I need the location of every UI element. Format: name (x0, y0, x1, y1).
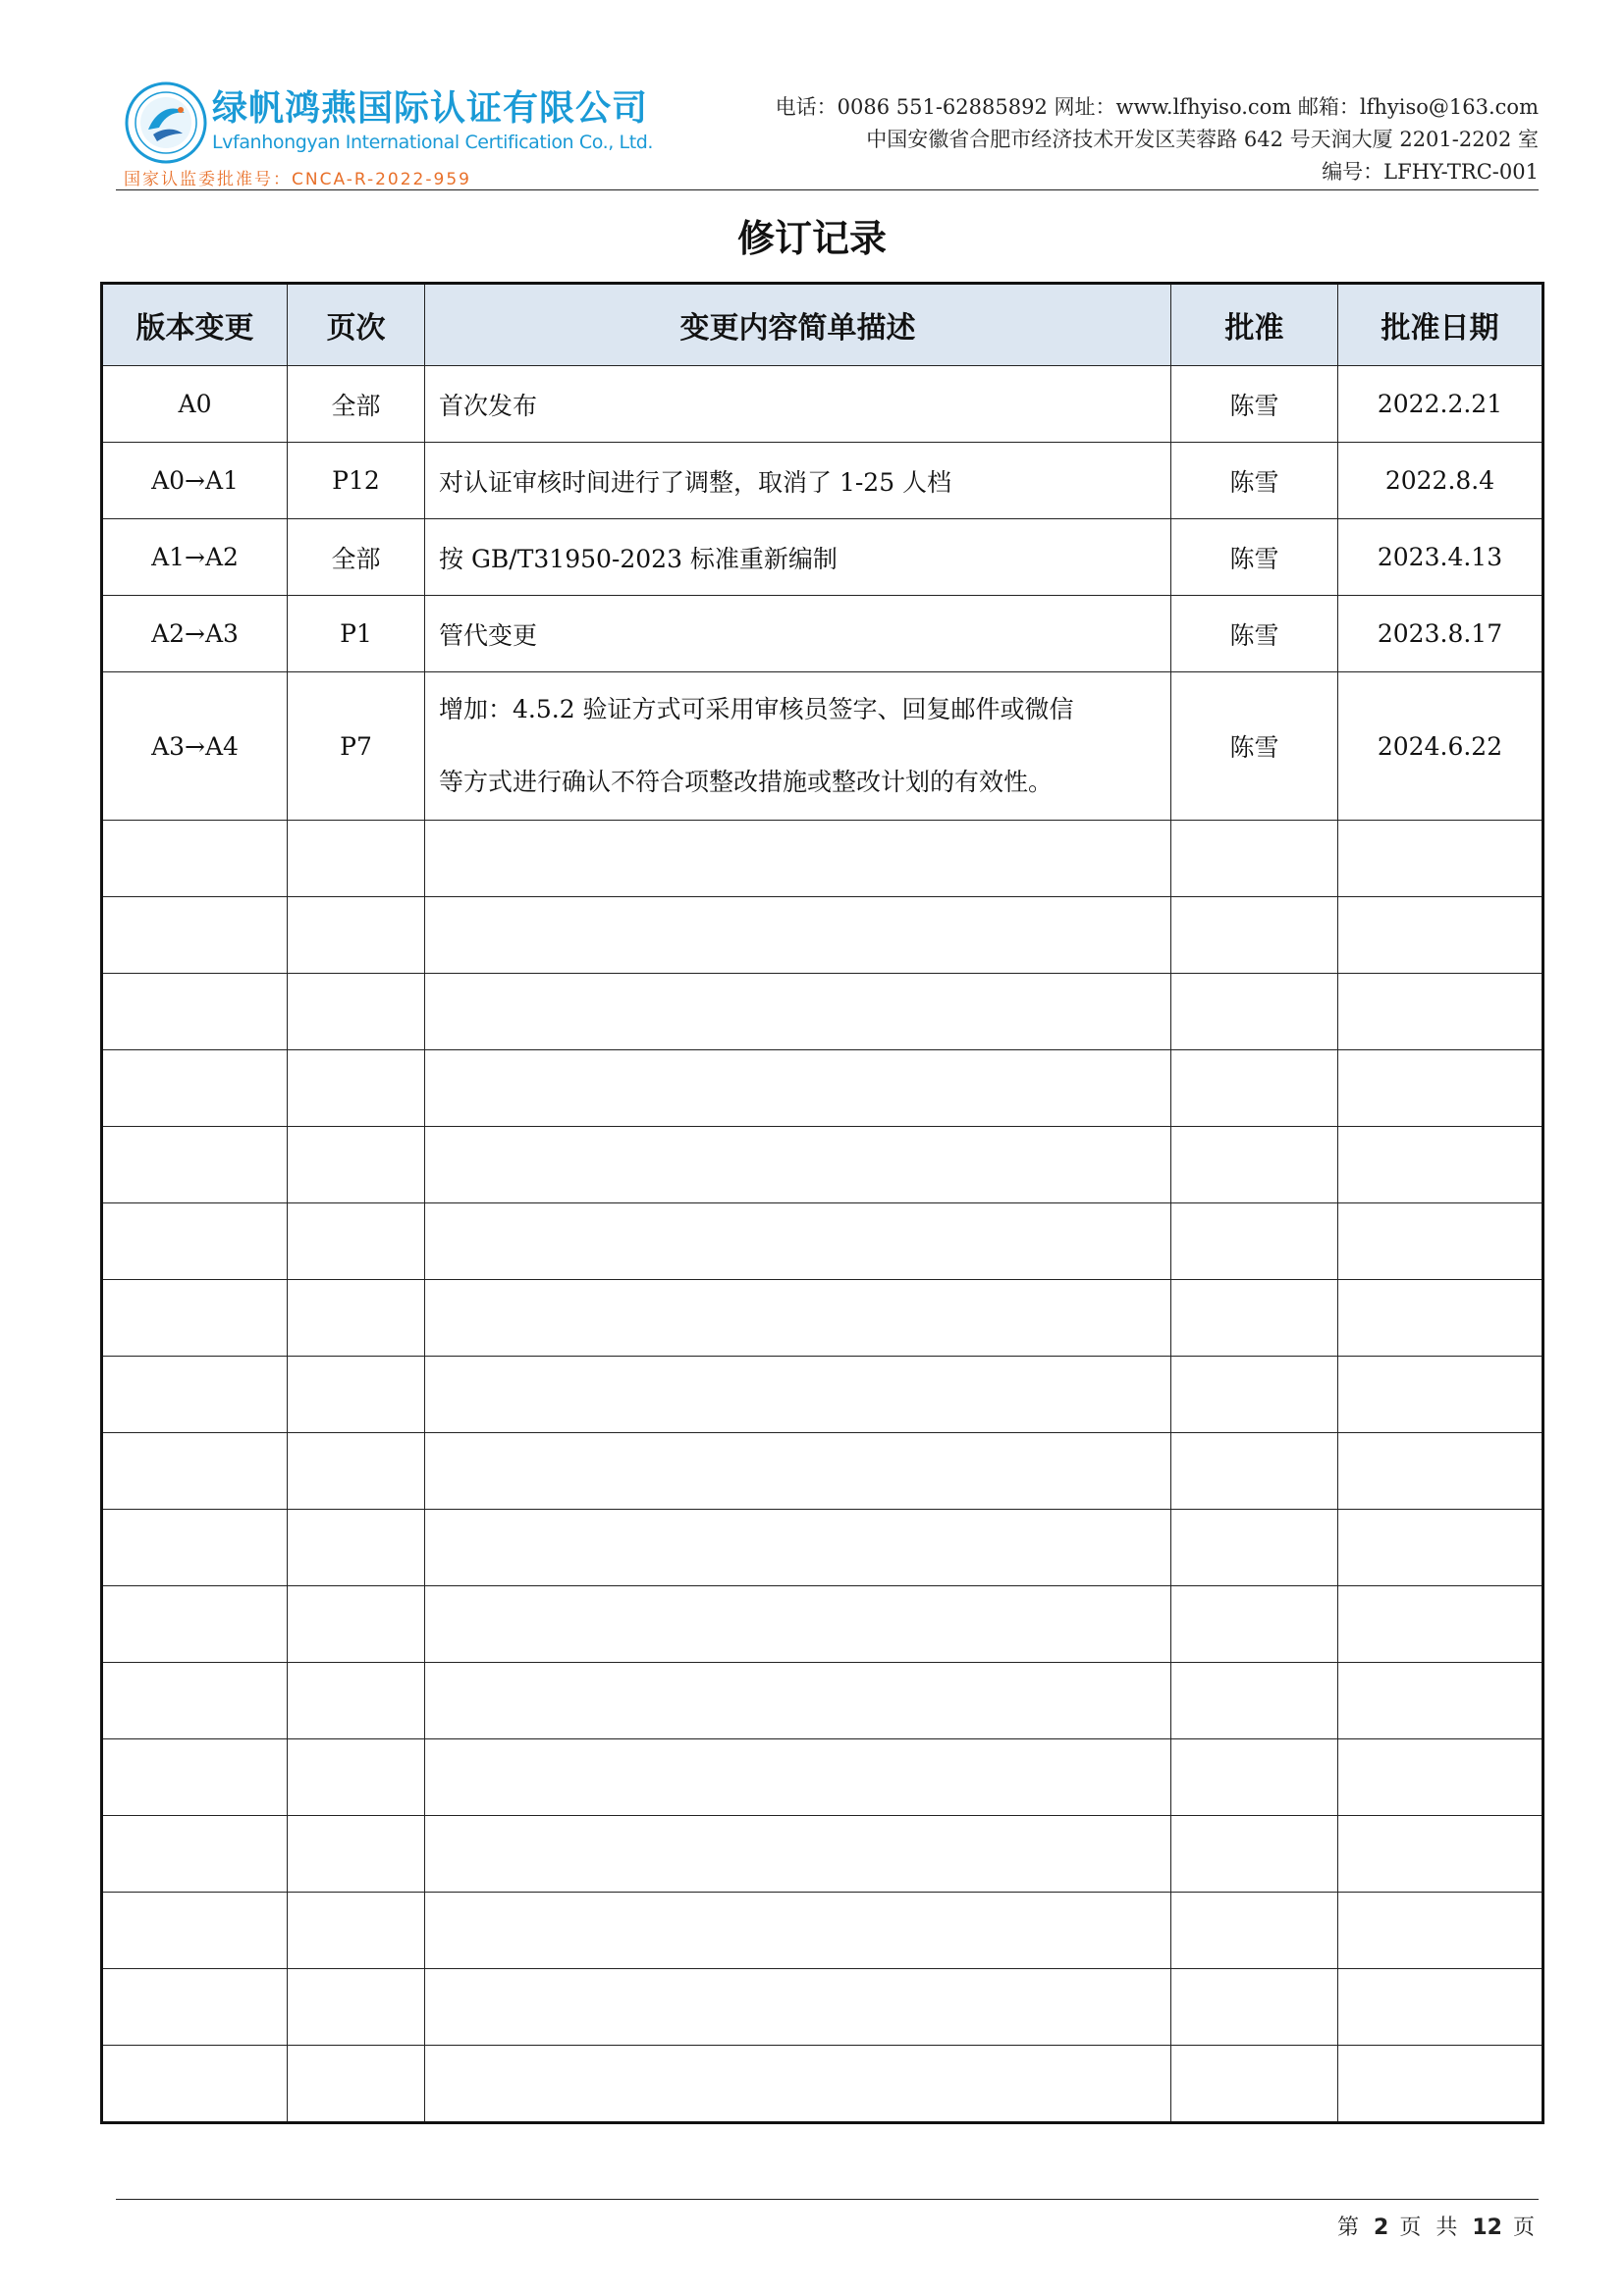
empty-table-row (102, 897, 1543, 974)
cell-page (288, 1586, 425, 1663)
cell-description (425, 1357, 1171, 1433)
cell-description (425, 1969, 1171, 2046)
cell-description (425, 1510, 1171, 1586)
cell-date (1338, 1433, 1543, 1510)
page-middle: 页 共 (1399, 2216, 1462, 2240)
cell-approver (1171, 1127, 1338, 1203)
column-header-description: 变更内容简单描述 (425, 284, 1171, 366)
cell-page: 全部 (288, 519, 425, 596)
empty-table-row (102, 1969, 1543, 2046)
cell-approver (1171, 1586, 1338, 1663)
cell-version (102, 1203, 288, 1280)
cell-approver (1171, 2046, 1338, 2123)
cell-page (288, 1433, 425, 1510)
cell-description (425, 1050, 1171, 1127)
cell-approver (1171, 821, 1338, 897)
cell-date (1338, 1203, 1543, 1280)
description-line: 等方式进行确认不符合项整改措施或整改计划的有效性。 (439, 768, 1054, 796)
column-header-approver: 批准 (1171, 284, 1338, 366)
cell-date (1338, 1969, 1543, 2046)
cell-version (102, 1969, 288, 2046)
cell-version (102, 821, 288, 897)
cell-approver: 陈雪 (1171, 672, 1338, 821)
page-current: 2 (1374, 2216, 1389, 2240)
cell-date (1338, 1050, 1543, 1127)
empty-table-row (102, 1663, 1543, 1739)
cell-page (288, 821, 425, 897)
contact-block (776, 91, 1539, 188)
cell-description (425, 1280, 1171, 1357)
cell-page: 全部 (288, 366, 425, 443)
cell-approver (1171, 1663, 1338, 1739)
empty-table-row (102, 1203, 1543, 1280)
cell-page: P12 (288, 443, 425, 519)
header-divider (116, 189, 1539, 190)
cell-version: A1→A2 (102, 519, 288, 596)
cell-version (102, 2046, 288, 2123)
cell-description (425, 1816, 1171, 1893)
cell-approver: 陈雪 (1171, 366, 1338, 443)
company-logo (116, 67, 654, 194)
cell-page (288, 1280, 425, 1357)
cell-version (102, 1050, 288, 1127)
cell-date (1338, 974, 1543, 1050)
cell-description (425, 974, 1171, 1050)
cell-date (1338, 1510, 1543, 1586)
cell-date: 2022.8.4 (1338, 443, 1543, 519)
cell-approver (1171, 1050, 1338, 1127)
empty-table-row (102, 1050, 1543, 1127)
cell-version: A0→A1 (102, 443, 288, 519)
cell-page (288, 1893, 425, 1969)
empty-table-row (102, 1586, 1543, 1663)
table-row (102, 596, 1543, 672)
cell-page (288, 1050, 425, 1127)
column-header-version: 版本变更 (102, 284, 288, 366)
cell-date (1338, 821, 1543, 897)
cell-approver: 陈雪 (1171, 519, 1338, 596)
cell-version (102, 1893, 288, 1969)
cell-version (102, 1357, 288, 1433)
cell-approver: 陈雪 (1171, 443, 1338, 519)
cell-approver (1171, 1203, 1338, 1280)
cell-page: P7 (288, 672, 425, 821)
cell-approver (1171, 897, 1338, 974)
cell-approver (1171, 1739, 1338, 1816)
cell-version (102, 1739, 288, 1816)
cell-date (1338, 1127, 1543, 1203)
cell-date (1338, 897, 1543, 974)
page-total: 12 (1472, 2216, 1502, 2240)
cell-page (288, 1816, 425, 1893)
cell-version (102, 1280, 288, 1357)
empty-table-row (102, 1893, 1543, 1969)
page-number (1337, 2211, 1539, 2241)
table-row (102, 443, 1543, 519)
cell-page (288, 1357, 425, 1433)
cell-description: 管代变更 (425, 596, 1171, 672)
cell-version (102, 974, 288, 1050)
cell-description (425, 1739, 1171, 1816)
cell-version (102, 897, 288, 974)
cell-page (288, 2046, 425, 2123)
page-title: 修订记录 (736, 217, 887, 260)
page-suffix: 页 (1512, 2216, 1539, 2240)
cell-date (1338, 1739, 1543, 1816)
company-name-cn: 绿帆鸿燕国际认证有限公司 (212, 88, 649, 129)
cell-date: 2022.2.21 (1338, 366, 1543, 443)
empty-table-row (102, 1433, 1543, 1510)
cell-approver (1171, 1280, 1338, 1357)
cell-date (1338, 1663, 1543, 1739)
cell-page (288, 897, 425, 974)
cell-description (425, 2046, 1171, 2123)
empty-table-row (102, 974, 1543, 1050)
cell-version (102, 1127, 288, 1203)
cell-description (425, 821, 1171, 897)
cell-date (1338, 1586, 1543, 1663)
page-prefix: 第 (1337, 2216, 1364, 2240)
cell-description (425, 1586, 1171, 1663)
cell-description: 对认证审核时间进行了调整，取消了 1-25 人档 (425, 443, 1171, 519)
contact-line: 电话：0086 551-62885892 网址：www.lfhyiso.com 邮箱：lfhyiso@163.com (775, 95, 1539, 119)
cell-approver (1171, 1816, 1338, 1893)
empty-table-row (102, 1357, 1543, 1433)
cell-page (288, 1739, 425, 1816)
cell-approver (1171, 1357, 1338, 1433)
empty-table-row (102, 1739, 1543, 1816)
cell-page: P1 (288, 596, 425, 672)
cell-description: 首次发布 (425, 366, 1171, 443)
cell-description (425, 1127, 1171, 1203)
cell-version: A2→A3 (102, 596, 288, 672)
cell-approver: 陈雪 (1171, 596, 1338, 672)
cell-page (288, 1510, 425, 1586)
empty-table-row (102, 1280, 1543, 1357)
cell-description (425, 1663, 1171, 1739)
empty-table-row (102, 1127, 1543, 1203)
cell-date (1338, 1816, 1543, 1893)
table-row (102, 366, 1543, 443)
cell-date (1338, 2046, 1543, 2123)
cell-description: 按 GB/T31950-2023 标准重新编制 (425, 519, 1171, 596)
cell-approver (1171, 1510, 1338, 1586)
cell-version (102, 1663, 288, 1739)
cell-date: 2023.8.17 (1338, 596, 1543, 672)
empty-table-row (102, 1510, 1543, 1586)
table-header-row (102, 284, 1543, 366)
cell-date (1338, 1893, 1543, 1969)
cell-page (288, 1969, 425, 2046)
column-header-page: 页次 (288, 284, 425, 366)
cell-approver (1171, 1433, 1338, 1510)
address-line: 中国安徽省合肥市经济技术开发区芙蓉路 642 号天润大厦 2201-2202 室 (866, 128, 1539, 151)
cell-date (1338, 1357, 1543, 1433)
table-row (102, 519, 1543, 596)
cell-page (288, 974, 425, 1050)
document-number: 编号：LFHY-TRC-001 (1322, 160, 1539, 184)
cell-page (288, 1203, 425, 1280)
cell-page (288, 1663, 425, 1739)
cell-approver (1171, 1893, 1338, 1969)
cell-date: 2023.4.13 (1338, 519, 1543, 596)
empty-table-row (102, 2046, 1543, 2123)
cell-date (1338, 1280, 1543, 1357)
cell-description (425, 1203, 1171, 1280)
cell-approver (1171, 1969, 1338, 2046)
cell-description (425, 1433, 1171, 1510)
revision-table (100, 282, 1544, 2124)
cell-date: 2024.6.22 (1338, 672, 1543, 821)
cell-version: A0 (102, 366, 288, 443)
column-header-date: 批准日期 (1338, 284, 1543, 366)
table-row (102, 672, 1543, 821)
company-emblem-icon (124, 80, 208, 165)
cell-version (102, 1510, 288, 1586)
empty-table-row (102, 821, 1543, 897)
cell-page (288, 1127, 425, 1203)
empty-table-row (102, 1816, 1543, 1893)
footer-divider (116, 2199, 1539, 2200)
cell-description (425, 897, 1171, 974)
description-line: 增加：4.5.2 验证方式可采用审核员签字、回复邮件或微信 (439, 695, 1074, 723)
cell-version (102, 1816, 288, 1893)
cell-version: A3→A4 (102, 672, 288, 821)
cell-description (425, 1893, 1171, 1969)
cell-version (102, 1433, 288, 1510)
company-name-en: Lvfanhongyan International Certification Co., Ltd. (212, 132, 654, 153)
accreditation-number: 国家认监委批准号：CNCA-R-2022-959 (124, 170, 471, 189)
cell-approver (1171, 974, 1338, 1050)
cell-version (102, 1586, 288, 1663)
cell-description (425, 672, 1171, 821)
